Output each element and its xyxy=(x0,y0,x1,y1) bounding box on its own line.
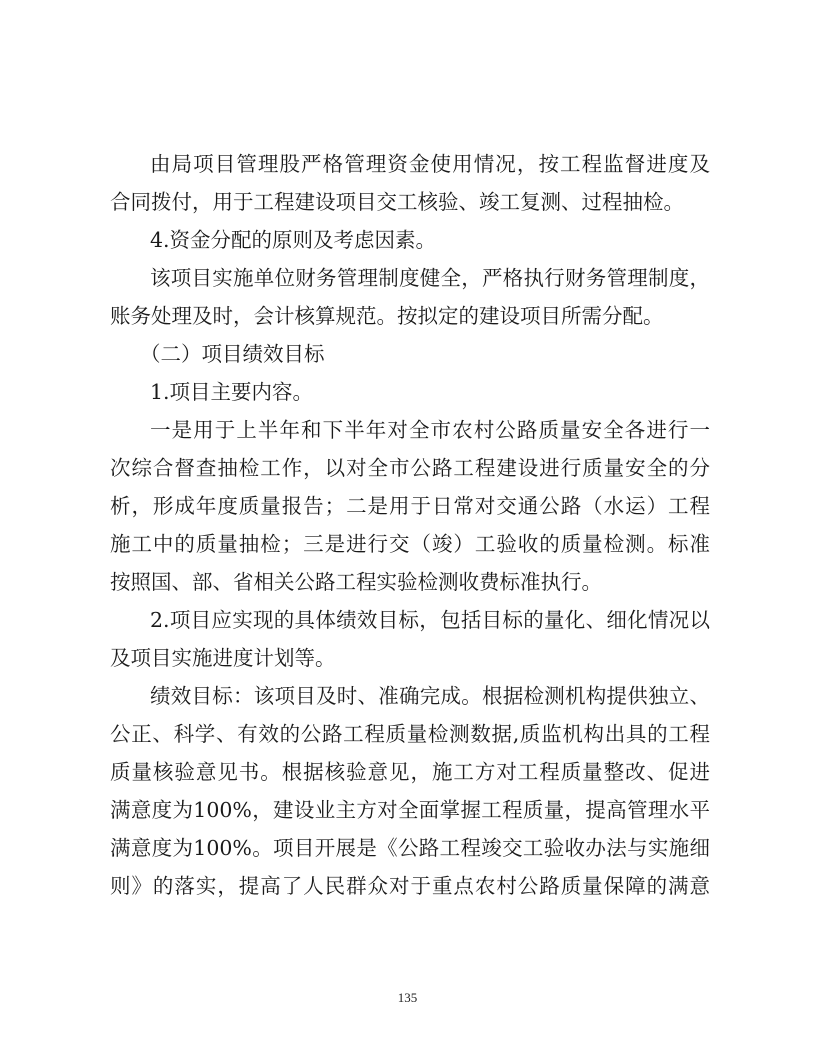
paragraph-line: 合同拨付，用于工程建设项目交工核验、竣工复测、过程抽检。 xyxy=(110,190,684,214)
body-text xyxy=(110,145,710,905)
section-heading: 4.资金分配的原则及考虑因素。 xyxy=(150,228,437,252)
paragraph-line: 质量核验意见书。根据核验意见，施工方对工程质量整改、促进 xyxy=(110,760,710,784)
paragraph-line: 该项目实施单位财务管理制度健全，严格执行财务管理制度， xyxy=(150,266,710,290)
section-heading: 2.项目应实现的具体绩效目标，包括目标的量化、细化情况以 xyxy=(150,608,710,632)
section-heading: 及项目实施进度计划等。 xyxy=(110,646,336,670)
paragraph-line: 则》的落实，提高了人民群众对于重点农村公路质量保障的满意 xyxy=(110,874,710,898)
paragraph-line: 析，形成年度质量报告；二是用于日常对交通公路（水运）工程 xyxy=(110,494,710,518)
paragraph-line: 由局项目管理股严格管理资金使用情况，按工程监督进度及 xyxy=(150,152,710,176)
paragraph-line: 满意度为100%。项目开展是《公路工程竣交工验收办法与实施细 xyxy=(110,836,710,860)
paragraph-line: 施工中的质量抽检；三是进行交（竣）工验收的质量检测。标准 xyxy=(110,532,710,556)
paragraph-line: 绩效目标：该项目及时、准确完成。根据检测机构提供独立、 xyxy=(150,684,710,708)
paragraph-line: 一是用于上半年和下半年对全市农村公路质量安全各进行一 xyxy=(150,418,710,442)
section-heading: 1.项目主要内容。 xyxy=(150,380,314,404)
paragraph-line: 按照国、部、省相关公路工程实验检测收费标准执行。 xyxy=(110,570,602,594)
paragraph-line: 满意度为100%，建设业主方对全面掌握工程质量，提高管理水平 xyxy=(110,798,710,822)
paragraph-line: 次综合督查抽检工作，以对全市公路工程建设进行质量安全的分 xyxy=(110,456,710,480)
paragraph-line: 公正、科学、有效的公路工程质量检测数据,质监机构出具的工程 xyxy=(110,722,710,746)
paragraph-line: 账务处理及时，会计核算规范。按拟定的建设项目所需分配。 xyxy=(110,304,664,328)
section-heading: （二）项目绩效目标 xyxy=(140,342,325,366)
page-number: 135 xyxy=(397,990,418,1005)
